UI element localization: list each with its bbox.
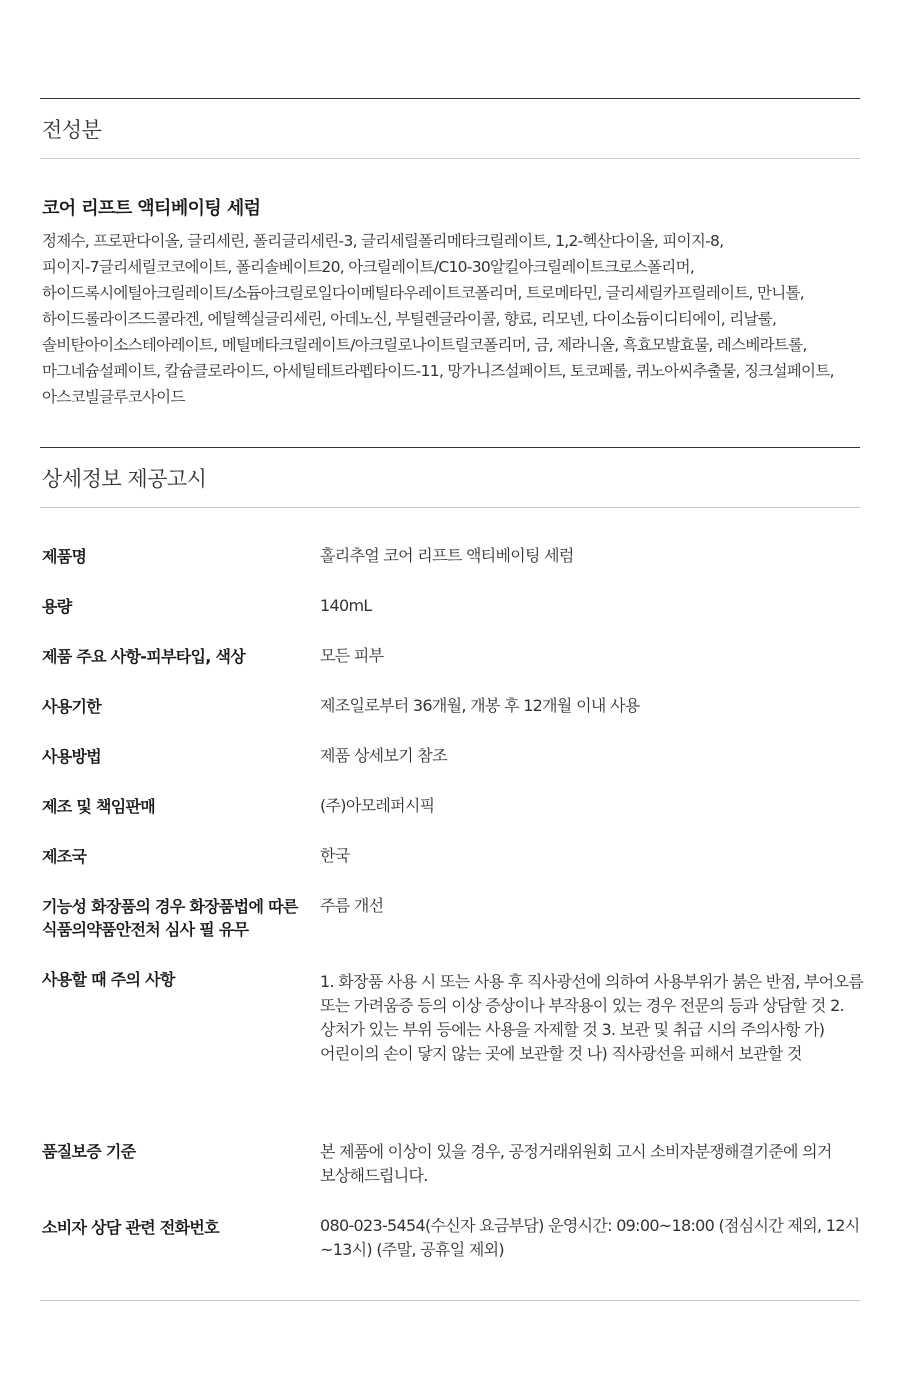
row-value: 본 제품에 이상이 있을 경우, 공정거래위원회 고시 소비자분쟁해결기준에 의거 보상해드립니다. [320,1142,832,1185]
row-value: (주)아모레퍼시픽 [320,796,435,815]
section-title-divider [40,507,860,508]
row-value: 140mL [320,596,372,615]
ingredients-list: 정제수, 프로판다이올, 글리세린, 폴리글리세린-3, 글리세릴폴리메타크릴레이트, 1,2-헥산다이올, 피이지-8, 피이지-7글리세릴코코에이트, 폴리솔베이트20, 아크릴레이트/C10-30알킬아크릴레이트크로스폴리머, 하이드록시에틸아크릴레이트/소듐아크릴로일다이메틸타우레이트코폴리머, 트로메타민, 글리세릴카프릴레이트, 만니톨, 하이드롤라이즈드콜라겐, 에틸헥실글리세린, 아데노신, 부틸렌글라이콜, 향료, 리모넨, 다이소듐이디티에이, 리날룰, 솔비탄아이소스테아레이트, 메틸메타크릴레이트/아크릴로나이트릴코폴리머, 금, 제라니올, 흑효모발효물, 레스베라트롤, 마그네슘설페이트, 칼슘클로라이드, 아세틸테트라펩타이드-11, 망가니즈설페이트, 토코페롤, 퀴노아씨추출물, 징크설페이트, 아스코빌글루코사이드 [42,232,834,406]
row-value: 제조일로부터 36개월, 개봉 후 12개월 이내 사용 [320,696,640,715]
row-value: 홀리추얼 코어 리프트 액티베이팅 세럼 [320,546,574,565]
row-value: 한국 [320,846,350,865]
row-value: 제품 상세보기 참조 [320,746,447,765]
section-top-rule [40,98,860,99]
row-label: 사용기한 [42,697,102,716]
row-value: 080-023-5454(수신자 요금부담) 운영시간: 09:00~18:00 (점심시간 제외, 12시~13시) (주말, 공휴일 제외) [320,1216,860,1259]
row-label: 제조국 [42,847,87,866]
row-label: 용량 [42,597,72,616]
row-value: 주름 개선 [320,896,384,915]
bottom-rule [40,1300,860,1301]
row-label: 제조 및 책임판매 [42,797,156,816]
product-name: 코어 리프트 액티베이팅 세럼 [42,198,261,219]
row-label: 품질보증 기준 [42,1142,136,1161]
row-label: 소비자 상담 관련 전화번호 [42,1218,219,1237]
row-label: 기능성 화장품의 경우 화장품법에 따른 식품의약품안전처 심사 필 유무 [42,897,298,939]
section-top-rule [40,447,860,448]
row-value: 1. 화장품 사용 시 또는 사용 후 직사광선에 의하여 사용부위가 붉은 반점, 부어오름 또는 가려움증 등의 이상 증상이나 부작용이 있는 경우 전문의 등과 상담할 것 2. 상처가 있는 부위 등에는 사용을 자제할 것 3. 보관 및 취급 시의 주의사항 가) 어린이의 손이 닿지 않는 곳에 보관할 것 나) 직사광선을 피해서 보관할 것 [320,972,864,1063]
ingredients-section-title: 전성분 [42,118,102,142]
notice-section-title: 상세정보 제공고시 [42,467,207,491]
row-label: 사용할 때 주의 사항 [42,970,175,989]
row-label: 제품 주요 사항-피부타입, 색상 [42,647,246,666]
row-label: 사용방법 [42,747,102,766]
row-label: 제품명 [42,547,87,566]
row-value: 모든 피부 [320,646,384,665]
section-title-divider [40,158,860,159]
